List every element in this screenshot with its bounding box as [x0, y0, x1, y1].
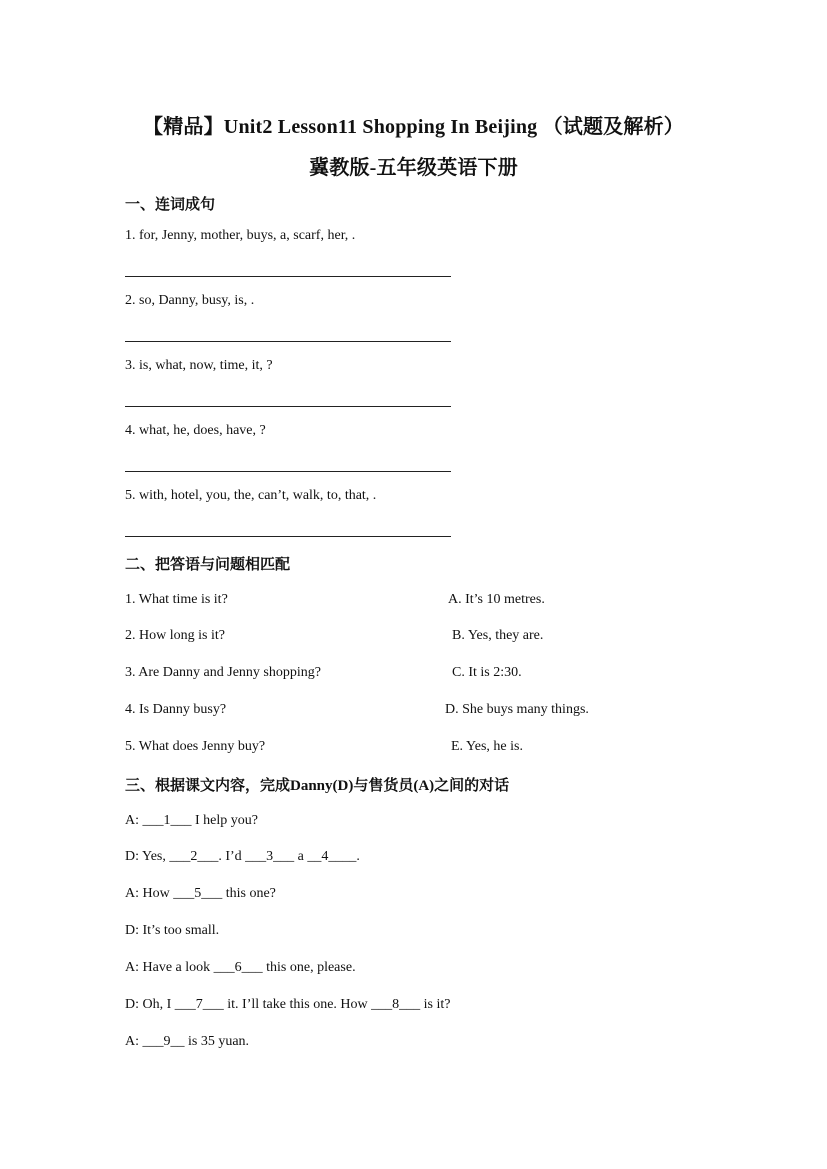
- page-title-line-1: 【精品】Unit2 Lesson11 Shopping In Beijing （试题及解析）: [143, 116, 684, 138]
- answer-line: [125, 471, 451, 472]
- match-question: 4. Is Danny busy?: [125, 702, 227, 717]
- exercise-1-item: 4. what, he, does, have, ?: [125, 423, 266, 438]
- answer-line: [125, 341, 451, 342]
- match-answer: A. It’s 10 metres.: [448, 592, 545, 607]
- exercise-1-item: 2. so, Danny, busy, is, .: [125, 293, 255, 308]
- match-answer: E. Yes, he is.: [451, 739, 523, 754]
- exercise-1-item: 3. is, what, now, time, it, ?: [125, 358, 273, 373]
- dialogue-line: D: It’s too small.: [125, 923, 220, 938]
- page-title-line-2: 冀教版-五年级英语下册: [309, 157, 518, 179]
- dialogue-line: D: Yes, ___2___. I’d ___3___ a __4____.: [125, 849, 360, 864]
- answer-line: [125, 276, 451, 277]
- answer-line: [125, 406, 451, 407]
- dialogue-line: D: Oh, I ___7___ it. I’ll take this one. How ___8___ is it?: [125, 997, 451, 1012]
- match-question: 3. Are Danny and Jenny shopping?: [125, 665, 321, 680]
- match-answer: D. She buys many things.: [445, 702, 589, 717]
- exercise-1-item: 1. for, Jenny, mother, buys, a, scarf, her, .: [125, 228, 356, 243]
- match-answer: B. Yes, they are.: [452, 628, 544, 643]
- exercise-1-item: 5. with, hotel, you, the, can’t, walk, to, that, .: [125, 488, 377, 503]
- section-3-heading: 三、根据课文内容，完成Danny(D)与售货员(A)之间的对话: [125, 778, 510, 794]
- match-question: 1. What time is it?: [125, 592, 228, 607]
- match-answer: C. It is 2:30.: [452, 665, 522, 680]
- dialogue-line: A: ___9__ is 35 yuan.: [125, 1034, 250, 1049]
- match-question: 5. What does Jenny buy?: [125, 739, 266, 754]
- section-1-heading: 一、连词成句: [125, 197, 216, 213]
- dialogue-line: A: ___1___ I help you?: [125, 813, 258, 828]
- dialogue-line: A: How ___5___ this one?: [125, 886, 276, 901]
- match-question: 2. How long is it?: [125, 628, 225, 643]
- section-2-heading: 二、把答语与问题相匹配: [125, 557, 291, 573]
- dialogue-line: A: Have a look ___6___ this one, please.: [125, 960, 356, 975]
- answer-line: [125, 536, 451, 537]
